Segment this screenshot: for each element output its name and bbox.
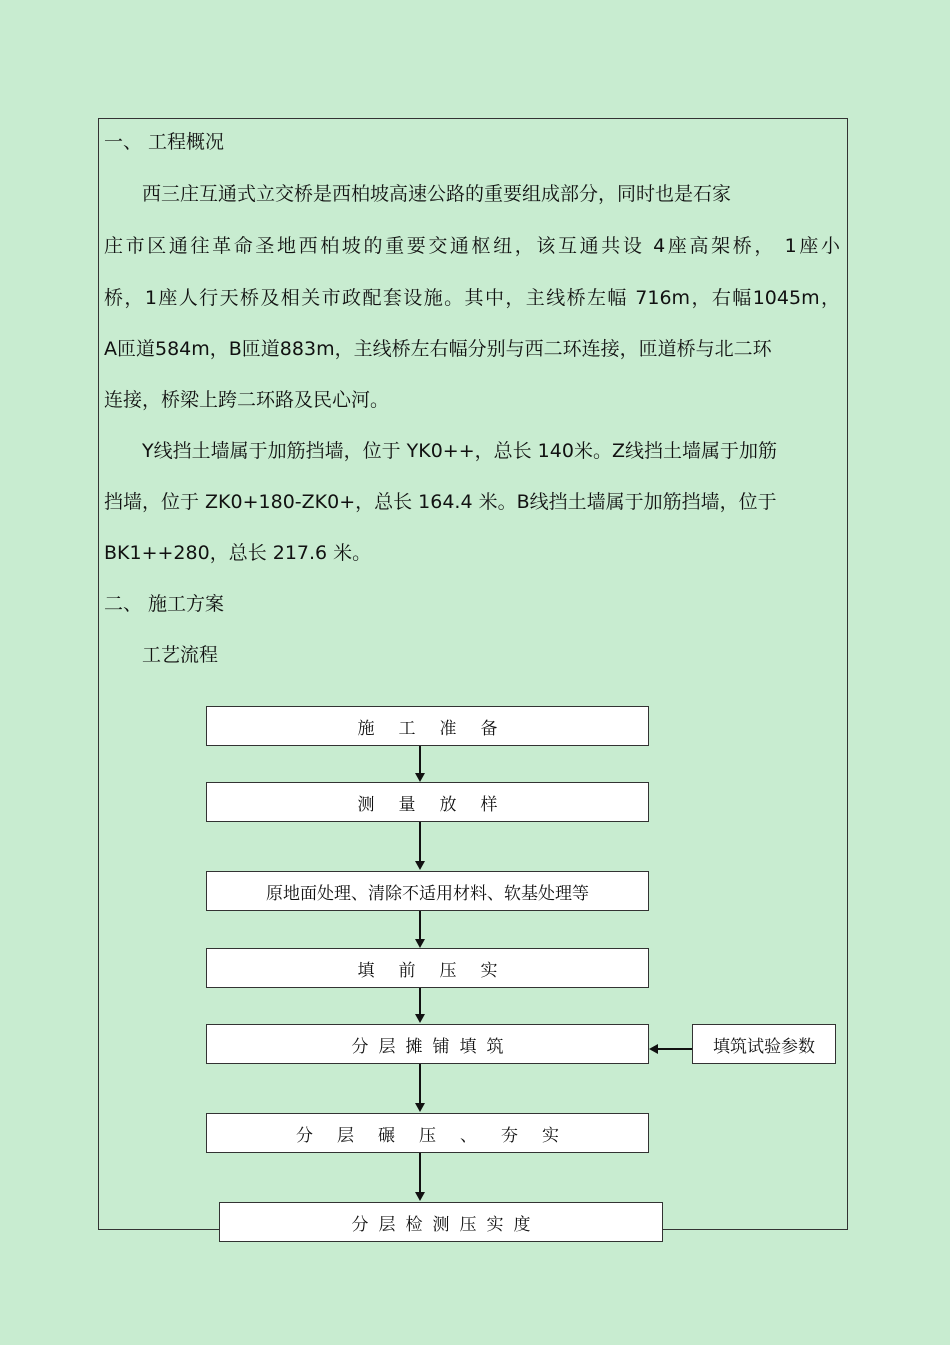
- paragraph-line: 西三庄互通式立交桥是西柏坡高速公路的重要组成部分，同时也是石家: [142, 183, 732, 205]
- arrow-down-icon: [415, 861, 425, 870]
- subheading-process-flow: 工艺流程: [142, 644, 219, 666]
- arrow-down-icon: [415, 1103, 425, 1112]
- paragraph-line: Y线挡土墙属于加筋挡墙，位于 YK0++，总长 140米。Z线挡土墙属于加筋: [142, 440, 777, 462]
- paragraph-line: 挡墙，位于 ZK0+180-ZK0+，总长 164.4 米。B线挡土墙属于加筋挡墙，位于: [104, 491, 777, 513]
- flow-connector: [657, 1048, 692, 1050]
- flow-step-survey-staking: 测量放样: [206, 782, 649, 822]
- arrow-down-icon: [415, 1192, 425, 1201]
- section-heading-plan: 二、 施工方案: [104, 593, 225, 615]
- paragraph-line: 庄市区通往革命圣地西柏坡的重要交通枢纽，该互通共设 4座高架桥， 1座小: [104, 235, 840, 257]
- arrow-left-icon: [649, 1044, 658, 1054]
- flow-connector: [419, 1153, 421, 1193]
- arrow-down-icon: [415, 773, 425, 782]
- flow-step-ground-treatment: 原地面处理、清除不适用材料、软基处理等: [206, 871, 649, 911]
- paragraph-line: 连接，桥梁上跨二环路及民心河。: [104, 389, 390, 411]
- flow-step-layered-fill: 分层摊铺填筑: [206, 1024, 649, 1064]
- flow-step-construction-prep: 施工准备: [206, 706, 649, 746]
- flow-input-fill-test-params: 填筑试验参数: [692, 1024, 836, 1064]
- arrow-down-icon: [415, 939, 425, 948]
- paragraph-line: A匝道584m，B匝道883m，主线桥左右幅分别与西二环连接，匝道桥与北二环: [104, 338, 772, 360]
- flow-connector: [419, 911, 421, 941]
- flow-step-compaction-testing: 分层检测压实度: [219, 1202, 663, 1242]
- flow-step-layered-compaction: 分层碾压、夯实: [206, 1113, 649, 1153]
- paragraph-line: BK1++280，总长 217.6 米。: [104, 542, 372, 564]
- flow-connector: [419, 988, 421, 1016]
- arrow-down-icon: [415, 1014, 425, 1023]
- section-heading-overview: 一、 工程概况: [104, 131, 225, 153]
- flow-connector: [419, 1064, 421, 1104]
- flow-connector: [419, 822, 421, 862]
- paragraph-line: 桥，1座人行天桥及相关市政配套设施。其中，主线桥左幅 716m，右幅1045m，: [104, 287, 840, 309]
- flow-connector: [419, 746, 421, 774]
- flow-step-pre-fill-compaction: 填前压实: [206, 948, 649, 988]
